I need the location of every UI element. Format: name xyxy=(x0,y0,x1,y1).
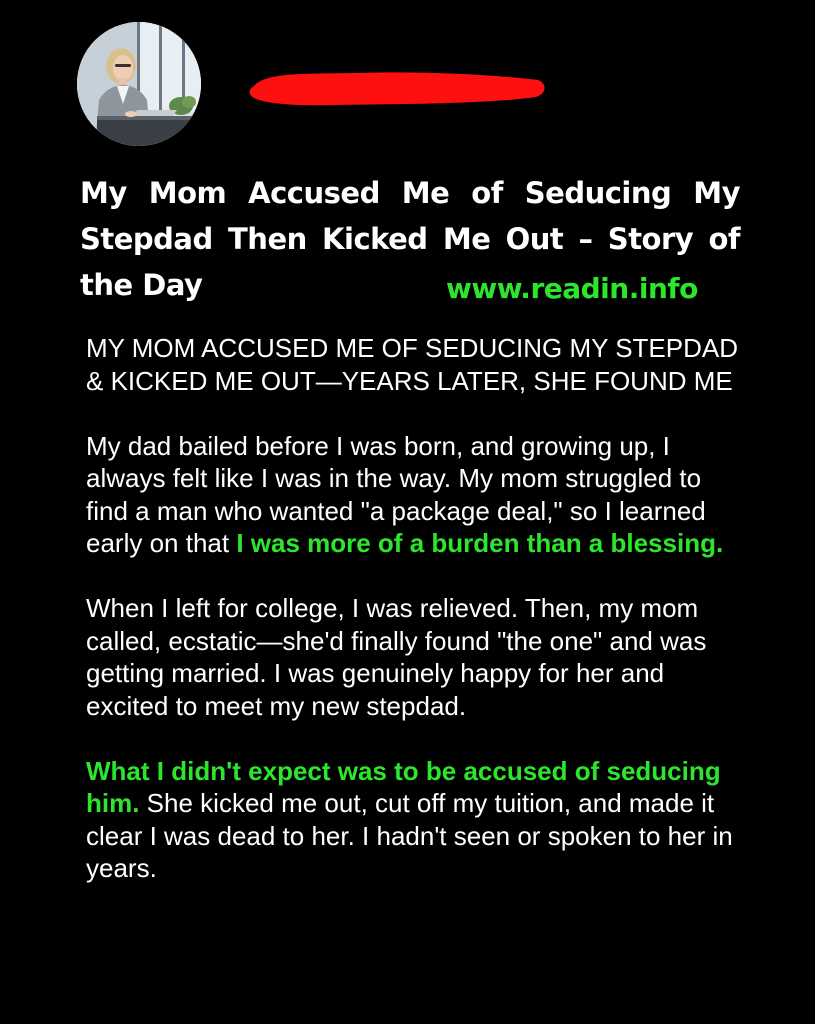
red-scribble-redaction-icon xyxy=(246,64,550,110)
story-paragraph-3 xyxy=(86,755,746,885)
watermark-link[interactable]: www.readin.info xyxy=(446,272,698,305)
post-title: My Mom Accused Me of Seducing My Stepdad Then Kicked Me Out – Story of the Day xyxy=(80,176,740,302)
username-redaction xyxy=(246,64,550,110)
story-body xyxy=(86,332,746,885)
story-headline: MY MOM ACCUSED ME OF SEDUCING MY STEPDAD & KICKED ME OUT—YEARS LATER, SHE FOUND ME xyxy=(86,333,739,396)
story-paragraph-1 xyxy=(86,430,746,560)
story-paragraph-2: When I left for college, I was relieved. Then, my mom called, ecstatic—she'd finally found "the one" and was getting married. I was genuinely happy for her and excited to meet my new stepdad. xyxy=(86,593,707,721)
author-avatar[interactable] xyxy=(77,22,201,146)
story-paragraph-3-highlight: What I didn't expect was to be accused of seducing him. xyxy=(86,755,721,818)
story-paragraph-1-text: My dad bailed before I was born, and growing up, I always felt like I was in the way. My mom struggled to find a man who wanted "a package deal," so I learned early on that xyxy=(86,430,706,558)
story-paragraph-3-text: She kicked me out, cut off my tuition, and made it clear I was dead to her. I hadn't seen or spoken to her in years. xyxy=(86,788,733,883)
story-paragraph-1-highlight: I was more of a burden than a blessing. xyxy=(236,528,724,558)
woman-at-office-desk-photo-icon xyxy=(77,22,201,146)
